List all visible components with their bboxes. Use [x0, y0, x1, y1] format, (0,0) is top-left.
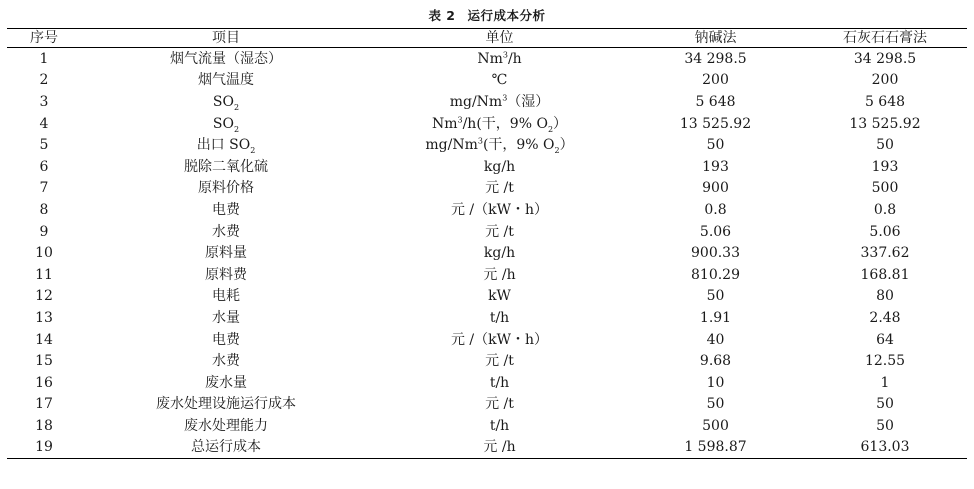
cell-sodium-alkali: 1 598.87: [628, 437, 803, 459]
table-row: [7, 307, 967, 329]
cell-sodium-alkali: 50: [706, 396, 725, 413]
table-row: [7, 286, 967, 308]
cell-seq: 10: [35, 245, 53, 262]
cell-unit: 元 /t: [485, 396, 514, 413]
cell-item: 废水处理能力: [184, 417, 268, 434]
cell-sodium-alkali: 0.8: [704, 201, 727, 218]
cell-sodium-alkali: 9.68: [699, 353, 732, 370]
cell-unit: ℃: [491, 72, 508, 89]
cell-unit: 元 /t: [485, 353, 514, 370]
cell-sodium-alkali: 10: [706, 374, 725, 391]
cell-seq: 15: [35, 353, 53, 370]
cell-unit: 元 /h: [371, 437, 628, 459]
table-number: 表 2: [428, 8, 456, 23]
cell-seq: 12: [35, 288, 53, 305]
cell-item: 脱除二氧化硫: [184, 158, 268, 175]
cell-item: 电费: [212, 331, 240, 348]
table-row: [7, 199, 967, 221]
cell-seq: 13: [35, 309, 53, 326]
cell-sodium-alkali: 200: [702, 72, 729, 89]
cell-seq: 9: [39, 223, 49, 240]
cell-sodium-alkali: 13 525.92: [679, 115, 752, 132]
cell-limestone-gypsum: 50: [876, 417, 894, 434]
cell-unit: mg/Nm$^3$（湿）: [449, 93, 550, 110]
cell-unit: 元 /t: [485, 180, 514, 197]
table-title: 运行成本分析: [467, 8, 546, 23]
cell-limestone-gypsum: 34 298.5: [853, 50, 917, 67]
cell-seq: 6: [39, 158, 49, 175]
cell-seq: 5: [39, 137, 49, 154]
cell-item: $SO_2$: [212, 115, 240, 134]
cell-sodium-alkali: 50: [706, 288, 725, 305]
header-sodium-alkali: 钠碱法: [628, 29, 803, 48]
cell-unit: 元 /（kW・h）: [450, 201, 549, 218]
cell-limestone-gypsum: 80: [876, 288, 894, 305]
header-unit: 单位: [371, 29, 628, 48]
cell-seq: 17: [35, 396, 53, 413]
cell-unit: Nm$^3$/h(干，9% $O_2$）: [431, 114, 568, 134]
cell-limestone-gypsum: 337.62: [860, 245, 910, 262]
cell-sodium-alkali: 50: [706, 137, 725, 154]
cell-unit: t/h: [489, 309, 510, 326]
cell-sodium-alkali: 193: [702, 158, 729, 175]
table-row: [7, 156, 967, 178]
cell-unit: t/h: [489, 417, 510, 434]
cell-item: 电耗: [212, 288, 240, 305]
cell-unit: mg/Nm$^3$(干，9% $O_2$）: [425, 136, 574, 155]
cell-item: 原料量: [205, 245, 247, 262]
cell-sodium-alkali: 810.29: [691, 266, 740, 283]
header-limestone-gypsum: 石灰石石膏法: [803, 29, 967, 48]
cell-item: 废水处理设施运行成本: [156, 396, 296, 413]
table-row: [7, 350, 967, 372]
table-row: [7, 134, 967, 156]
operating-cost-table: [7, 28, 967, 459]
cell-item: 电费: [212, 201, 240, 218]
header-seq: 序号: [7, 29, 81, 48]
cell-limestone-gypsum: 2.48: [869, 309, 901, 326]
cell-seq: 8: [39, 201, 49, 218]
cell-limestone-gypsum: 13 525.92: [849, 115, 921, 132]
cell-limestone-gypsum: 500: [871, 180, 899, 197]
header-item: 项目: [81, 29, 371, 48]
table-row: [7, 113, 967, 135]
table-row: [7, 221, 967, 243]
cell-limestone-gypsum: 1: [880, 374, 890, 391]
cell-seq: 4: [39, 115, 49, 132]
cell-sodium-alkali: 900: [702, 180, 729, 197]
cell-sodium-alkali: 40: [706, 331, 725, 348]
table-header-row: [7, 29, 967, 48]
cell-seq: 11: [35, 266, 53, 283]
cell-unit: kg/h: [483, 158, 516, 175]
cell-seq: 7: [39, 180, 49, 197]
cell-sodium-alkali: 500: [702, 417, 729, 434]
cell-seq: 1: [39, 50, 49, 67]
table-row: [7, 48, 967, 70]
cell-item: 水费: [212, 223, 240, 240]
cell-unit: 元 /h: [483, 266, 516, 283]
cell-sodium-alkali: 5.06: [699, 223, 732, 240]
cell-unit: 元 /（kW・h）: [450, 331, 549, 348]
cell-item: 烟气温度: [198, 72, 254, 89]
cell-limestone-gypsum: 168.81: [860, 266, 910, 283]
cell-unit: t/h: [489, 374, 510, 391]
cell-item: 出口 $SO_2$: [196, 137, 256, 155]
cell-item: 水量: [212, 309, 240, 326]
table-row: [7, 329, 967, 351]
table-row: [7, 70, 967, 92]
cell-sodium-alkali: 34 298.5: [684, 50, 747, 67]
cell-limestone-gypsum: 50: [876, 396, 894, 413]
cell-item: 总运行成本: [81, 437, 371, 459]
table-row: [7, 394, 967, 416]
cell-limestone-gypsum: 193: [871, 158, 899, 175]
table-row: [7, 178, 967, 200]
cell-item: 烟气流量（湿态）: [170, 50, 282, 67]
table-row: [7, 437, 967, 459]
cell-unit: 元 /t: [485, 223, 514, 240]
cell-seq: 3: [39, 93, 49, 110]
cell-seq: 14: [35, 331, 53, 348]
cell-limestone-gypsum: 50: [876, 137, 894, 154]
cell-unit: Nm$^3$/h: [477, 50, 522, 67]
table-row: [7, 415, 967, 437]
table-row: [7, 91, 967, 113]
cell-sodium-alkali: 900.33: [691, 245, 740, 262]
cell-item: 水费: [212, 353, 240, 370]
cell-unit: kg/h: [483, 245, 516, 262]
table-row: [7, 242, 967, 264]
cell-seq: 2: [39, 72, 49, 89]
cell-limestone-gypsum: 613.03: [803, 437, 967, 459]
table-caption: [0, 6, 974, 24]
cell-item: 原料价格: [198, 180, 254, 197]
cell-sodium-alkali: 5 648: [695, 93, 736, 110]
cell-limestone-gypsum: 5.06: [869, 223, 901, 240]
table-row: [7, 372, 967, 394]
cell-item: 废水量: [205, 374, 247, 391]
cell-limestone-gypsum: 64: [876, 331, 894, 348]
cell-seq: 16: [35, 374, 53, 391]
cell-item: $SO_2$: [212, 93, 240, 112]
cell-limestone-gypsum: 0.8: [873, 201, 897, 218]
cell-unit: kW: [488, 288, 511, 305]
cell-limestone-gypsum: 5 648: [864, 93, 906, 110]
cell-item: 原料费: [205, 266, 247, 283]
table-row: [7, 264, 967, 286]
cell-limestone-gypsum: 200: [871, 72, 899, 89]
cell-seq: 19: [7, 437, 81, 459]
cell-limestone-gypsum: 12.55: [864, 353, 906, 370]
table-body: [7, 48, 967, 459]
cell-sodium-alkali: 1.91: [699, 309, 732, 326]
cell-seq: 18: [35, 417, 53, 434]
